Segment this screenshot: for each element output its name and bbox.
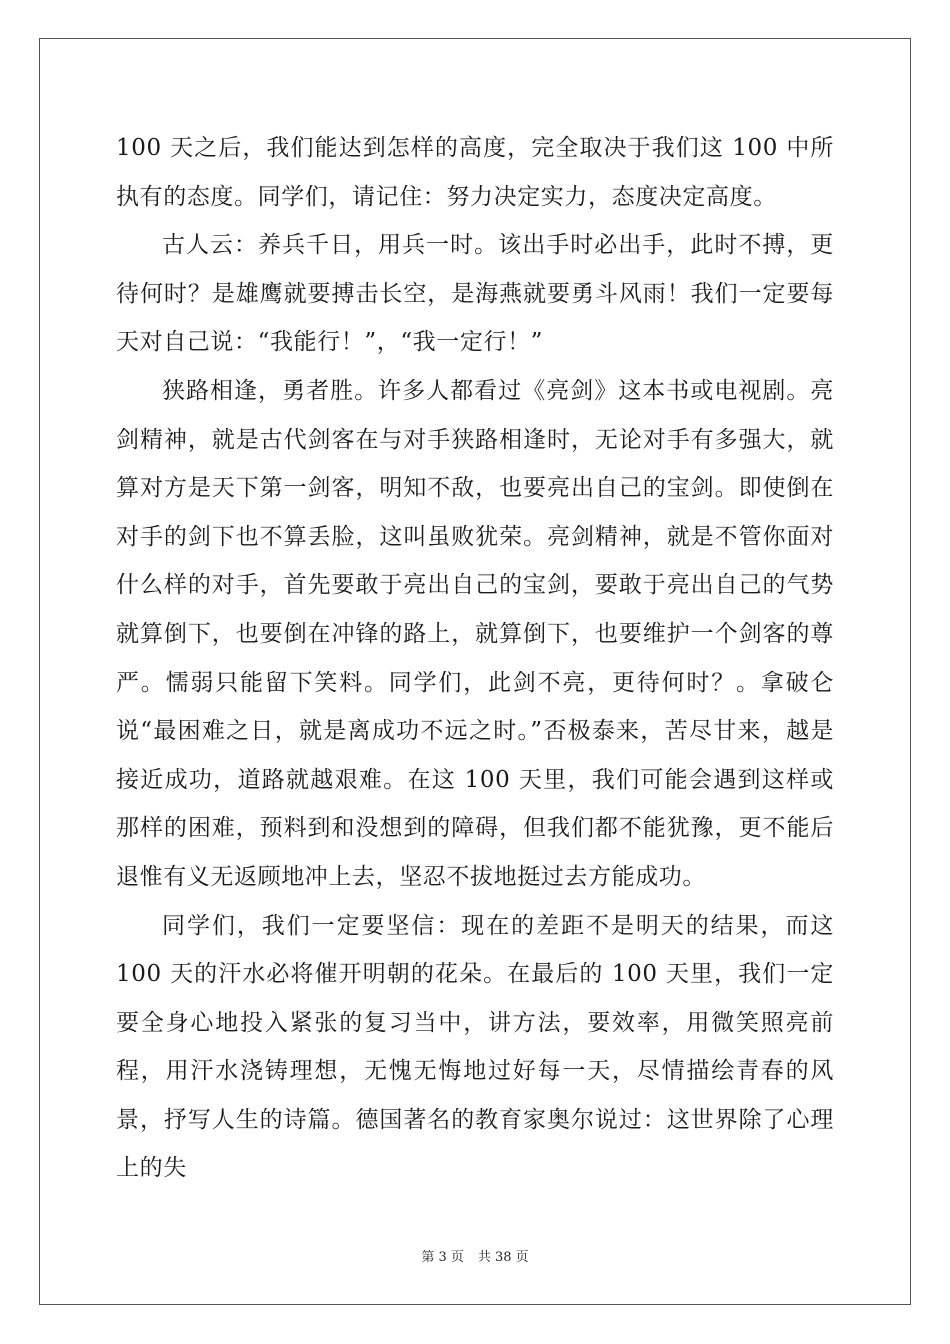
paragraph-2: 古人云：养兵千日，用兵一时。该出手时必出手，此时不搏，更待何时？是雄鹰就要搏击长空，是海燕就要勇斗风雨！我们一定要每天对自己说：“我能行！”，“我一定行！” bbox=[116, 232, 834, 356]
paragraph-1: 100 天之后，我们能达到怎样的高度，完全取决于我们这 100 中所执有的态度。同学们，请记住：努力决定实力，态度决定高度。 bbox=[116, 135, 834, 210]
paragraph-4: 同学们，我们一定要坚信：现在的差距不是明天的结果，而这 100 天的汗水必将催开明朝的花朵。在最后的 100 天里，我们一定要全身心地投入紧张的复习当中，讲方法，要效率，用微笑照亮前程，用汗水浇铸理想，无愧无悔地过好每一天，尽情描绘青春的风景，抒写人生的诗篇。德国著名的教育家奥尔说过：这世界除了心理上的失 bbox=[116, 912, 834, 1182]
page-number: 第 3 页 bbox=[421, 1250, 464, 1265]
page-footer bbox=[0, 1246, 950, 1265]
document-body bbox=[116, 124, 834, 1193]
page-total: 共 38 页 bbox=[477, 1250, 529, 1265]
paragraph-3: 狭路相逢，勇者胜。许多人都看过《亮剑》这本书或电视剧。亮剑精神，就是古代剑客在与对手狭路相逢时，无论对手有多强大，就算对方是天下第一剑客，明知不敌，也要亮出自己的宝剑。即使倒在对手的剑下也不算丢脸，这叫虽败犹荣。亮剑精神，就是不管你面对什么样的对手，首先要敢于亮出自己的宝剑，要敢于亮出自己的气势就算倒下，也要倒在冲锋的路上，就算倒下，也要维护一个剑客的尊严。懦弱只能留下笑料。同学们，此剑不亮，更待何时？。拿破仑说“最困难之日，就是离成功不远之时。”否极泰来，苦尽甘来，越是接近成功，道路就越艰难。在这 100 天里，我们可能会遇到这样或那样的困难，预料到和没想到的障碍，但我们都不能犹豫，更不能后退惟有义无返顾地冲上去，坚忍不拔地挺过去方能成功。 bbox=[116, 377, 834, 890]
